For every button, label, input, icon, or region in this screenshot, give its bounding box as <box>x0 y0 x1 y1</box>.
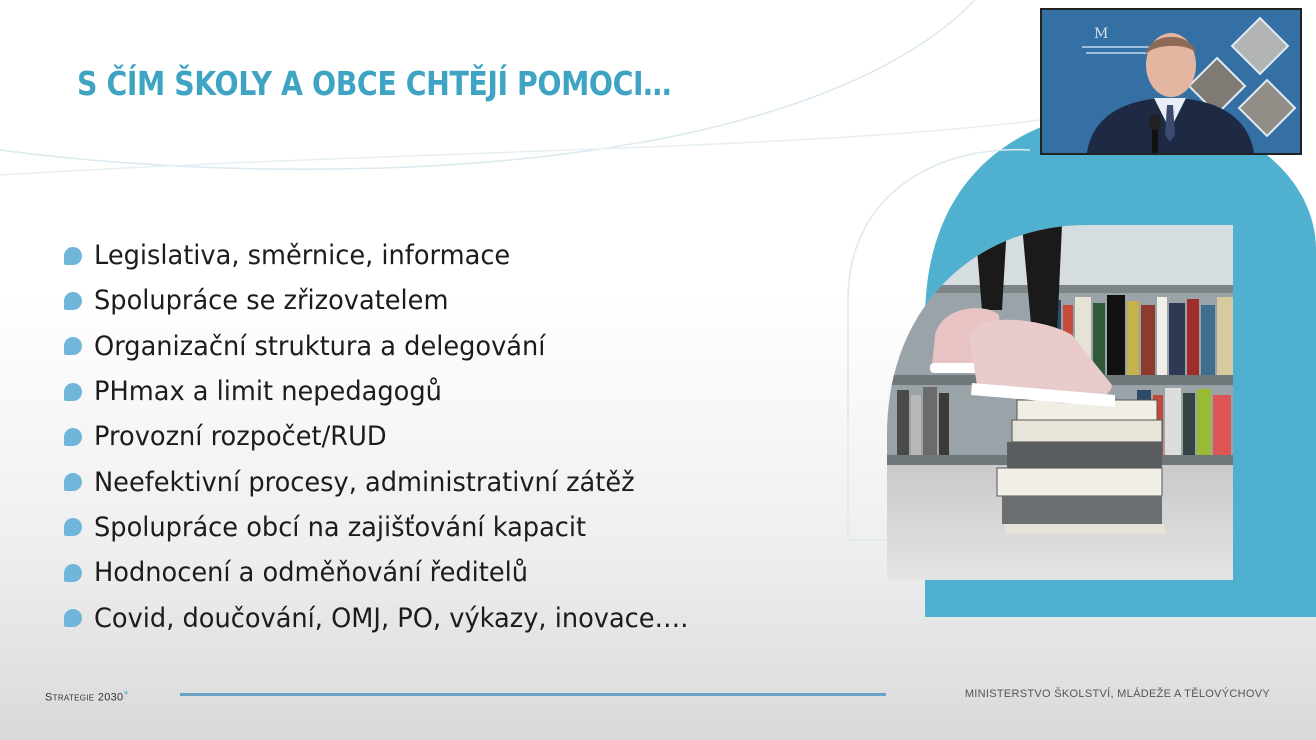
presenter-webcam-video <box>1040 8 1302 155</box>
bullet-item: Spolupráce se zřizovatelem <box>64 278 720 323</box>
bullet-item: Covid, doučování, OMJ, PO, výkazy, inovace…. <box>64 595 720 640</box>
bullet-icon <box>64 609 82 627</box>
footer-strategy-label: Strategie 2030+ <box>45 688 130 704</box>
bullet-icon <box>64 247 82 265</box>
svg-text:M: M <box>1094 26 1109 42</box>
bullet-item: Neefektivní procesy, administrativní zátěž <box>64 459 720 504</box>
bullet-icon <box>64 428 82 446</box>
bullet-item: Hodnocení a odměňování ředitelů <box>64 550 720 595</box>
footer-ministry-label: MINISTERSTVO ŠKOLSTVÍ, MLÁDEŽE A TĚLOVÝCHOVY <box>964 688 1270 700</box>
bullet-list <box>64 233 720 641</box>
bullet-icon <box>64 337 82 355</box>
bullet-item: Legislativa, směrnice, informace <box>64 233 720 278</box>
bullet-icon <box>64 292 82 310</box>
bullet-item: Spolupráce obcí na zajišťování kapacit <box>64 505 720 550</box>
bullet-item: Provozní rozpočet/RUD <box>64 414 720 459</box>
bullet-item: Organizační struktura a delegování <box>64 324 720 369</box>
bullet-icon <box>64 564 82 582</box>
library-books-photo <box>887 225 1233 580</box>
footer-divider-line <box>180 693 886 696</box>
slide-title: S ČÍM ŠKOLY A OBCE CHTĚJÍ POMOCI… <box>77 64 672 103</box>
bullet-icon <box>64 473 82 491</box>
bullet-item: PHmax a limit nepedagogů <box>64 369 720 414</box>
bullet-icon <box>64 383 82 401</box>
bullet-icon <box>64 518 82 536</box>
